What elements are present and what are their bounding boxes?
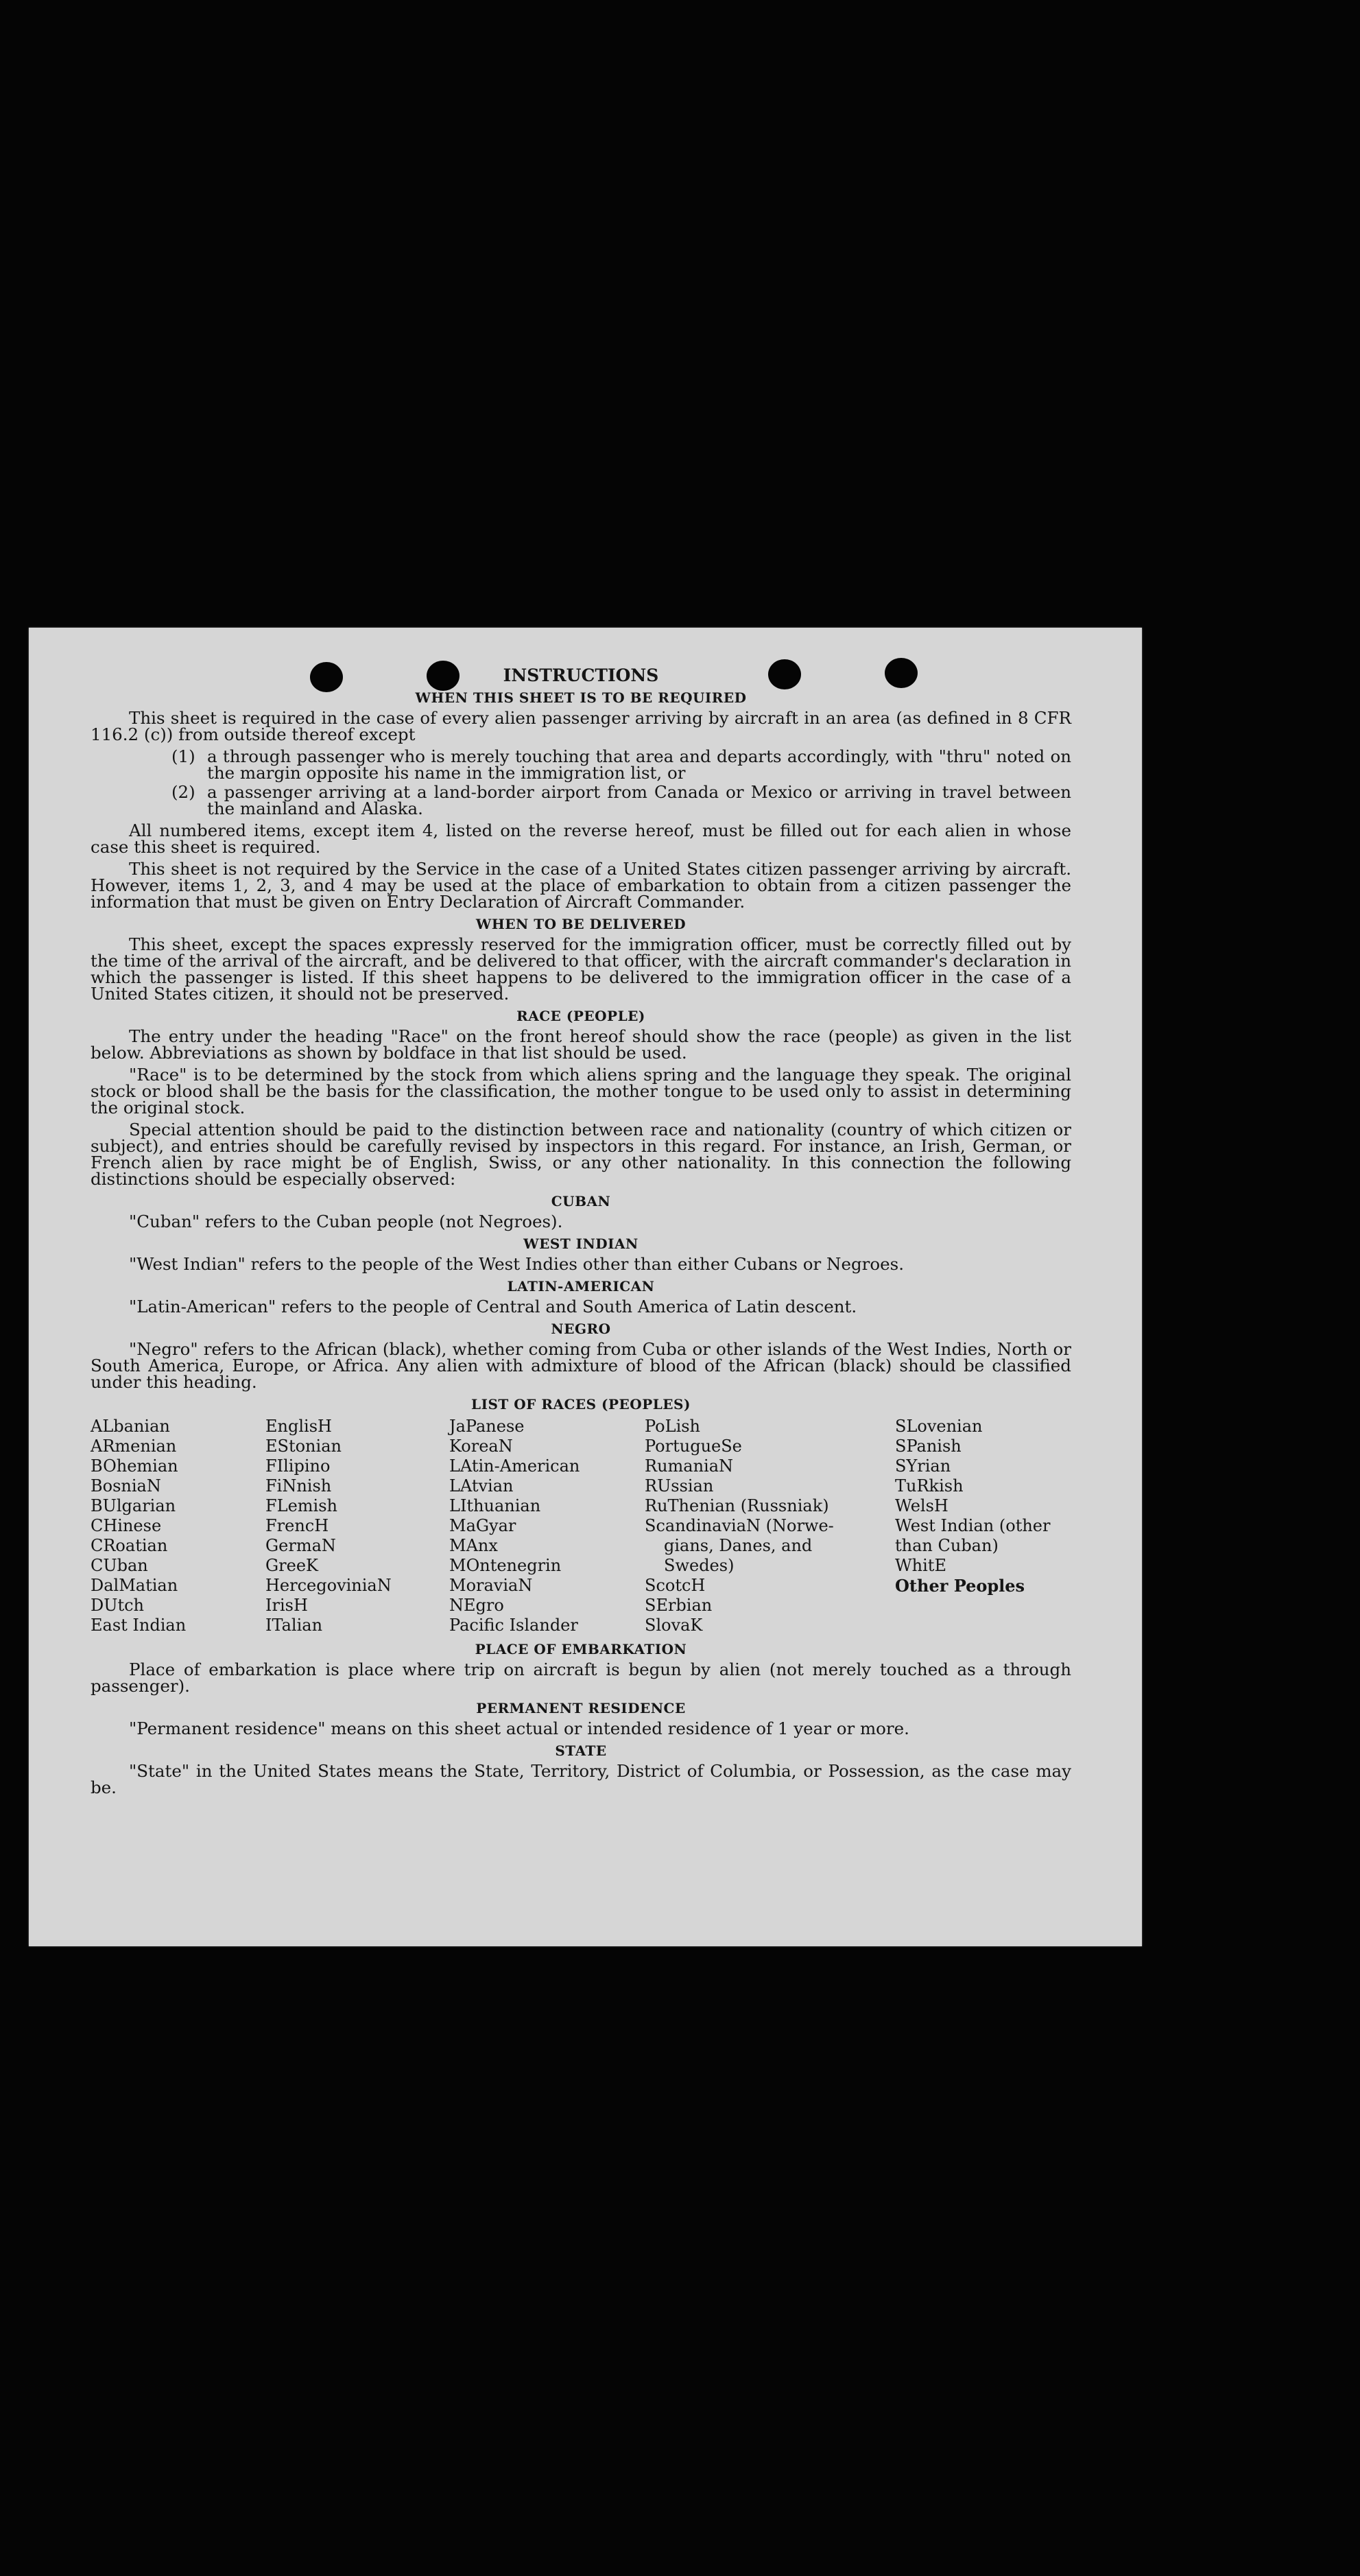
race-entry: ITalian — [265, 1616, 323, 1635]
race-entry: FrencH — [265, 1516, 329, 1535]
race-para-3: Special attention should be paid to the distinction between race and nationality (country of which citizen or subject), and entries should be carefully revised by inspectors in this regard. For instance, an Irish, German, or French alien by race might be of English, Swiss, or any other nationality. In this connection the following distinctions should be especially observed: — [91, 1120, 1071, 1189]
section-heading-latin-american: LATIN-AMERICAN — [507, 1278, 655, 1295]
race-entry: Other Peoples — [895, 1576, 1025, 1596]
race-entry: FiNnish — [265, 1476, 332, 1496]
embarkation-text: Place of embarkation is place where trip on aircraft is begun by alien (not merely touched as a through passenger). — [91, 1659, 1071, 1696]
race-column — [449, 1417, 645, 1635]
race-entry: KoreaN — [449, 1437, 513, 1456]
race-entry: MOntenegrin — [449, 1556, 562, 1575]
race-entry: SErbian — [645, 1596, 713, 1615]
race-entry: CRoatian — [91, 1536, 168, 1555]
negro-text: "Negro" refers to the African (black), whether coming from Cuba or other islands of the West Indies, North or South America, Europe, or Africa. Any alien with admixture of blood of the African (black) should be classified under this heading. — [91, 1339, 1071, 1392]
race-entry: ScandinaviaN (Norwe- — [645, 1516, 834, 1535]
race-para-2: "Race" is to be determined by the stock from which aliens spring and the language they speak. The original stock or blood shall be the basis for the classification, the mother tongue to be used only to assist in determining the original stock. — [91, 1065, 1071, 1118]
section-heading-state: STATE — [555, 1742, 607, 1759]
race-entry: East Indian — [91, 1616, 187, 1635]
race-entry: FLemish — [265, 1496, 337, 1515]
race-entry: ALbanian — [91, 1417, 170, 1436]
race-entry: BUlgarian — [91, 1496, 176, 1515]
section-heading-cuban: CUBAN — [551, 1193, 611, 1209]
race-para-1: The entry under the heading "Race" on the front hereof should show the race (people) as given in the list below. Abbreviations as shown by boldface in that list should be used. — [91, 1026, 1071, 1063]
race-entry: gians, Danes, and — [664, 1536, 813, 1555]
section-heading-delivered: WHEN TO BE DELIVERED — [475, 916, 687, 932]
section-heading-races: LIST OF RACES (PEOPLES) — [471, 1396, 691, 1413]
item-text: a passenger arriving at a land-border airport from Canada or Mexico or arriving in travel between the mainland and Alaska. — [207, 782, 1071, 818]
race-column — [895, 1417, 1071, 1635]
item-text: a through passenger who is merely touching that area and departs accordingly, with "thru" noted on the margin opposite his name in the immigration list, or — [207, 746, 1071, 783]
race-entry: EStonian — [265, 1437, 342, 1456]
race-entry: MoraviaN — [449, 1576, 533, 1595]
race-entry: GreeK — [265, 1556, 318, 1575]
cuban-text: "Cuban" refers to the Cuban people (not Negroes). — [129, 1212, 563, 1231]
race-entry: SYrian — [895, 1456, 951, 1476]
instructions-content — [91, 667, 1071, 1801]
race-entry: LIthuanian — [449, 1496, 541, 1515]
section-heading-embarkation: PLACE OF EMBARKATION — [475, 1641, 687, 1657]
page-title: INSTRUCTIONS — [503, 665, 659, 685]
race-entry: IrisH — [265, 1596, 308, 1615]
document-page — [29, 628, 1142, 1946]
item-number: (1) — [171, 746, 195, 766]
required-para-2: All numbered items, except item 4, listed on the reverse hereof, must be filled out for each alien in whose case this sheet is required. — [91, 820, 1071, 857]
race-entry: West Indian (other — [895, 1516, 1051, 1535]
race-entry: WelsH — [895, 1496, 949, 1515]
race-entry: DalMatian — [91, 1576, 178, 1595]
race-entry: BOhemian — [91, 1456, 178, 1476]
race-entry: Swedes) — [664, 1556, 735, 1575]
race-entry: JaPanese — [449, 1417, 525, 1436]
race-entry: CHinese — [91, 1516, 162, 1535]
race-entry: Pacific Islander — [449, 1616, 578, 1635]
race-entry: MAnx — [449, 1536, 498, 1555]
race-entry: DUtch — [91, 1596, 145, 1615]
race-entry: HercegoviniaN — [265, 1576, 392, 1595]
race-list — [91, 1417, 1071, 1635]
race-entry: BosniaN — [91, 1476, 161, 1496]
exception-list — [91, 748, 1071, 817]
race-entry: RuThenian (Russniak) — [645, 1496, 829, 1515]
race-entry: FIlipino — [265, 1456, 331, 1476]
section-heading-negro: NEGRO — [551, 1321, 611, 1337]
section-heading-west-indian: WEST INDIAN — [523, 1236, 639, 1252]
race-entry: RUssian — [645, 1476, 714, 1496]
race-entry: NEgro — [449, 1596, 504, 1615]
race-entry: LAtvian — [449, 1476, 514, 1496]
required-intro: This sheet is required in the case of every alien passenger arriving by aircraft in an area (as defined in 8 CFR 116.2 (c)) from outside thereof except — [91, 708, 1071, 744]
section-heading-required: WHEN THIS SHEET IS TO BE REQUIRED — [415, 689, 747, 706]
section-heading-race: RACE (PEOPLE) — [516, 1008, 645, 1024]
race-entry: than Cuban) — [895, 1536, 999, 1555]
race-entry: LAtin-American — [449, 1456, 580, 1476]
west-indian-text: "West Indian" refers to the people of the West Indies other than either Cubans or Negroes. — [129, 1254, 904, 1274]
race-entry: MaGyar — [449, 1516, 516, 1535]
latin-american-text: "Latin-American" refers to the people of Central and South America of Latin descent. — [129, 1297, 857, 1316]
race-entry: SlovaK — [645, 1616, 703, 1635]
race-entry: TuRkish — [895, 1476, 964, 1496]
race-entry: RumaniaN — [645, 1456, 734, 1476]
race-entry: PortugueSe — [645, 1437, 742, 1456]
race-entry: WhitE — [895, 1556, 946, 1575]
race-entry: SPanish — [895, 1437, 962, 1456]
residence-text: "Permanent residence" means on this sheet actual or intended residence of 1 year or more. — [129, 1718, 909, 1738]
item-number: (2) — [171, 782, 195, 802]
delivered-text: This sheet, except the spaces expressly reserved for the immigration officer, must be correctly filled out by the time of the arrival of the aircraft, and be delivered to that officer, with the aircraft commander's declaration in which the passenger is listed. If this sheet happens to be delivered to the immigration officer in the case of a United States citizen, it should not be preserved. — [91, 934, 1071, 1004]
race-column — [265, 1417, 449, 1635]
race-entry: PoLish — [645, 1417, 701, 1436]
race-entry: ARmenian — [91, 1437, 177, 1456]
state-text: "State" in the United States means the State, Territory, District of Columbia, or Possession, as the case may be. — [91, 1761, 1071, 1797]
required-para-3: This sheet is not required by the Service in the case of a United States citizen passenger arriving by aircraft. However, items 1, 2, 3, and 4 may be used at the place of embarkation to obtain from a citizen passenger the information that must be given on Entry Declaration of Aircraft Commander. — [91, 859, 1071, 912]
race-column — [645, 1417, 895, 1635]
race-entry: ScotcH — [645, 1576, 706, 1595]
race-column — [91, 1417, 265, 1635]
race-entry: EnglisH — [265, 1417, 332, 1436]
section-heading-residence: PERMANENT RESIDENCE — [476, 1700, 686, 1716]
race-entry: SLovenian — [895, 1417, 983, 1436]
list-item — [171, 784, 1071, 817]
race-entry: CUban — [91, 1556, 148, 1575]
race-entry: GermaN — [265, 1536, 336, 1555]
list-item — [171, 748, 1071, 781]
